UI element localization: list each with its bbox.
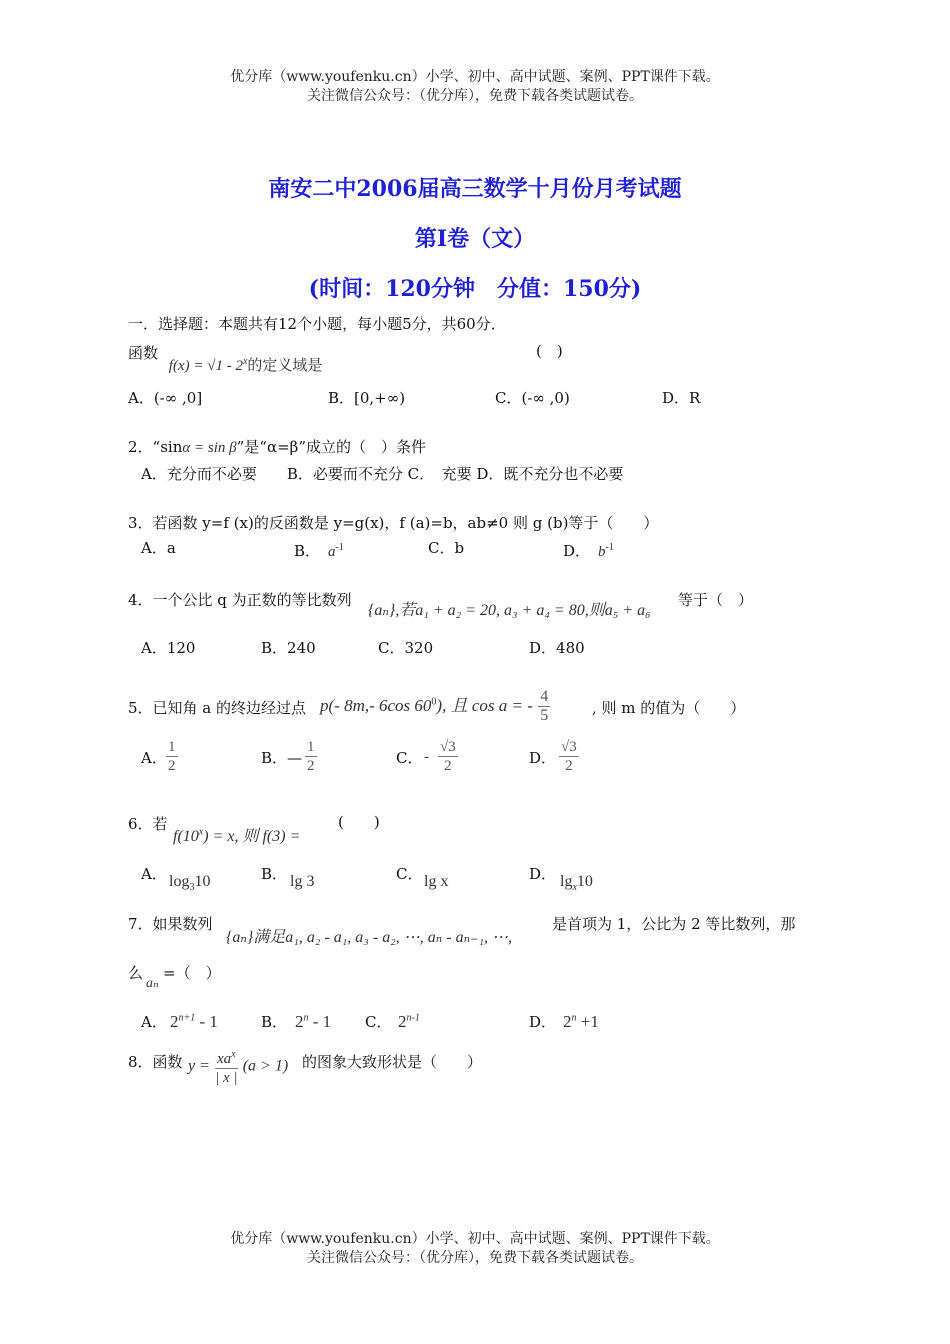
q3-stem: 3．若函数 y=f (x)的反函数是 y=g(x)，f (a)=b，ab≠0 则 g (b)等于（ ） xyxy=(128,514,659,532)
q4-option-b: B．240 xyxy=(261,639,316,657)
q6-option-b-label: B． xyxy=(261,865,288,883)
q4-formula: {aₙ},若a₁ + a₂ = 20, a₃ + a₄ = 80,则a₅ + a₆ xyxy=(368,602,651,619)
q1-formula: f(x) = √1 - 2$^x$的定义域是 xyxy=(168,356,323,374)
q6-option-d-value: $\lg_x10$ xyxy=(560,873,593,894)
q6-option-d-label: D． xyxy=(529,865,557,883)
section-heading: 一．选择题：本题共有12个小题，每小题5分，共60分． xyxy=(128,315,506,333)
q7-stem-c: 么 xyxy=(128,964,144,982)
q2-stem: 2．“sinα = sin β”是“α=β”成立的（ ）条件 xyxy=(128,438,426,456)
q7-formula: {aₙ}满足a₁, a₂ - a₁, a₃ - a₂, ⋯, aₙ - aₙ₋₁, ⋯, xyxy=(226,929,513,946)
q5-option-d-label: D． xyxy=(529,749,557,767)
q5-option-b-value: $\frac{1}{2}$ xyxy=(307,739,315,774)
q5-stem-a: 5．已知角 a 的终边经过点 xyxy=(128,699,307,717)
q6-blank: ( ) xyxy=(338,813,380,831)
q3-option-c: C．b xyxy=(428,539,465,557)
exam-time-score: (时间：120分钟 分值：150分) xyxy=(308,276,642,302)
q6-option-c-label: C． xyxy=(396,865,423,883)
q6-option-a-value: $\log_310$ xyxy=(169,873,211,894)
q1-option-b: B．[0,+∞) xyxy=(328,389,406,407)
q5-option-c-sign: - xyxy=(424,749,429,765)
q5-option-c-label: C． xyxy=(396,749,423,767)
q7-option-d-label: D． xyxy=(529,1013,557,1031)
q7-option-a-label: A． xyxy=(141,1013,167,1031)
q8-stem-b: 的图象大致形状是（ ） xyxy=(302,1053,483,1071)
q7-an: aₙ xyxy=(146,976,159,991)
q6-option-b-value: lg 3 xyxy=(290,873,315,890)
q4-stem-b: 等于（ ） xyxy=(678,591,754,609)
q1-option-c: C．(-∞ ,0) xyxy=(495,389,570,407)
exam-title: 南安二中2006届高三数学十月份月考试题 xyxy=(268,176,682,202)
q7-option-b-label: B． xyxy=(261,1013,288,1031)
q3-option-d: D． $b^{-1}$ xyxy=(563,542,614,560)
q7-option-c-value: 2$^{n-1}$ xyxy=(398,1012,420,1031)
header-line-2: 关注微信公众号：（优分库），免费下载各类试题试卷。 xyxy=(307,88,643,104)
q7-option-d-value: $2^n +1$ xyxy=(563,1012,599,1031)
q7-eq-blank: =（ ） xyxy=(163,964,221,982)
q7-stem-b: 是首项为 1，公比为 2 等比数列，那 xyxy=(552,915,796,933)
q4-option-d: D．480 xyxy=(529,639,585,657)
q1-prefix: 函数 xyxy=(128,344,159,362)
q4-option-a: A．120 xyxy=(141,639,196,657)
q2-formula: α = sin β xyxy=(182,440,237,456)
exam-subtitle: 第I卷（文） xyxy=(414,226,536,252)
q6-formula: $f(10^x) = x$, 则 f(3) = xyxy=(173,826,301,845)
q7-option-b-value: 2$^n$ - 1 xyxy=(295,1012,332,1031)
q5-fraction: $\frac{4}{5}$ xyxy=(540,688,549,724)
header-line-1: 优分库（www.youfenku.cn）小学、初中、高中试题、案例、PPT课件下载。 xyxy=(230,69,720,85)
q6-stem-a: 6．若 xyxy=(128,815,168,833)
q6-option-a-label: A． xyxy=(141,865,167,883)
q7-option-c-label: C． xyxy=(365,1013,392,1031)
q1-blank: ( ) xyxy=(536,342,563,360)
q4-stem-a: 4．一个公比 q 为正数的等比数列 xyxy=(128,591,352,609)
q5-option-c-value: $\frac{√3}{2}$ xyxy=(440,739,456,774)
q8-formula: y = $\frac{xa^x}{| x |}$ (a > 1) xyxy=(188,1046,288,1087)
q5-option-a-value: $\frac{1}{2}$ xyxy=(168,739,176,774)
q2-options: A．充分而不必要 B．必要而不充分 C． 充要 D．既不充分也不必要 xyxy=(141,465,624,483)
q1-option-a: A．(-∞ ,0] xyxy=(128,389,203,407)
q8-stem-a: 8．函数 xyxy=(128,1053,183,1071)
q7-stem-a: 7．如果数列 xyxy=(128,915,213,933)
footer-line-2: 关注微信公众号：（优分库），免费下载各类试题试卷。 xyxy=(307,1250,643,1266)
q5-stem-b: , 则 m 的值为（ ） xyxy=(592,699,746,717)
q4-option-c: C．320 xyxy=(378,639,434,657)
q6-option-c-value: lg x xyxy=(424,873,449,890)
q3-option-a: A．a xyxy=(141,539,176,557)
q3-option-b: B． $a^{-1}$ xyxy=(294,542,344,560)
q1-option-d: D．R xyxy=(662,389,701,407)
q7-option-a-value: $2^{n+1} - 1$ xyxy=(170,1012,218,1031)
q5-option-b-label: B．— xyxy=(261,749,303,767)
q1-stem xyxy=(128,340,323,374)
q5-option-a-label: A． xyxy=(141,749,167,767)
q5-option-d-value: $\frac{√3}{2}$ xyxy=(561,739,577,774)
q5-formula: p(- 8m,- 6cos $60^0$), 且 cos a = - $\frac{4}{5}$ xyxy=(320,688,549,724)
footer-line-1: 优分库（www.youfenku.cn）小学、初中、高中试题、案例、PPT课件下载。 xyxy=(230,1231,720,1247)
